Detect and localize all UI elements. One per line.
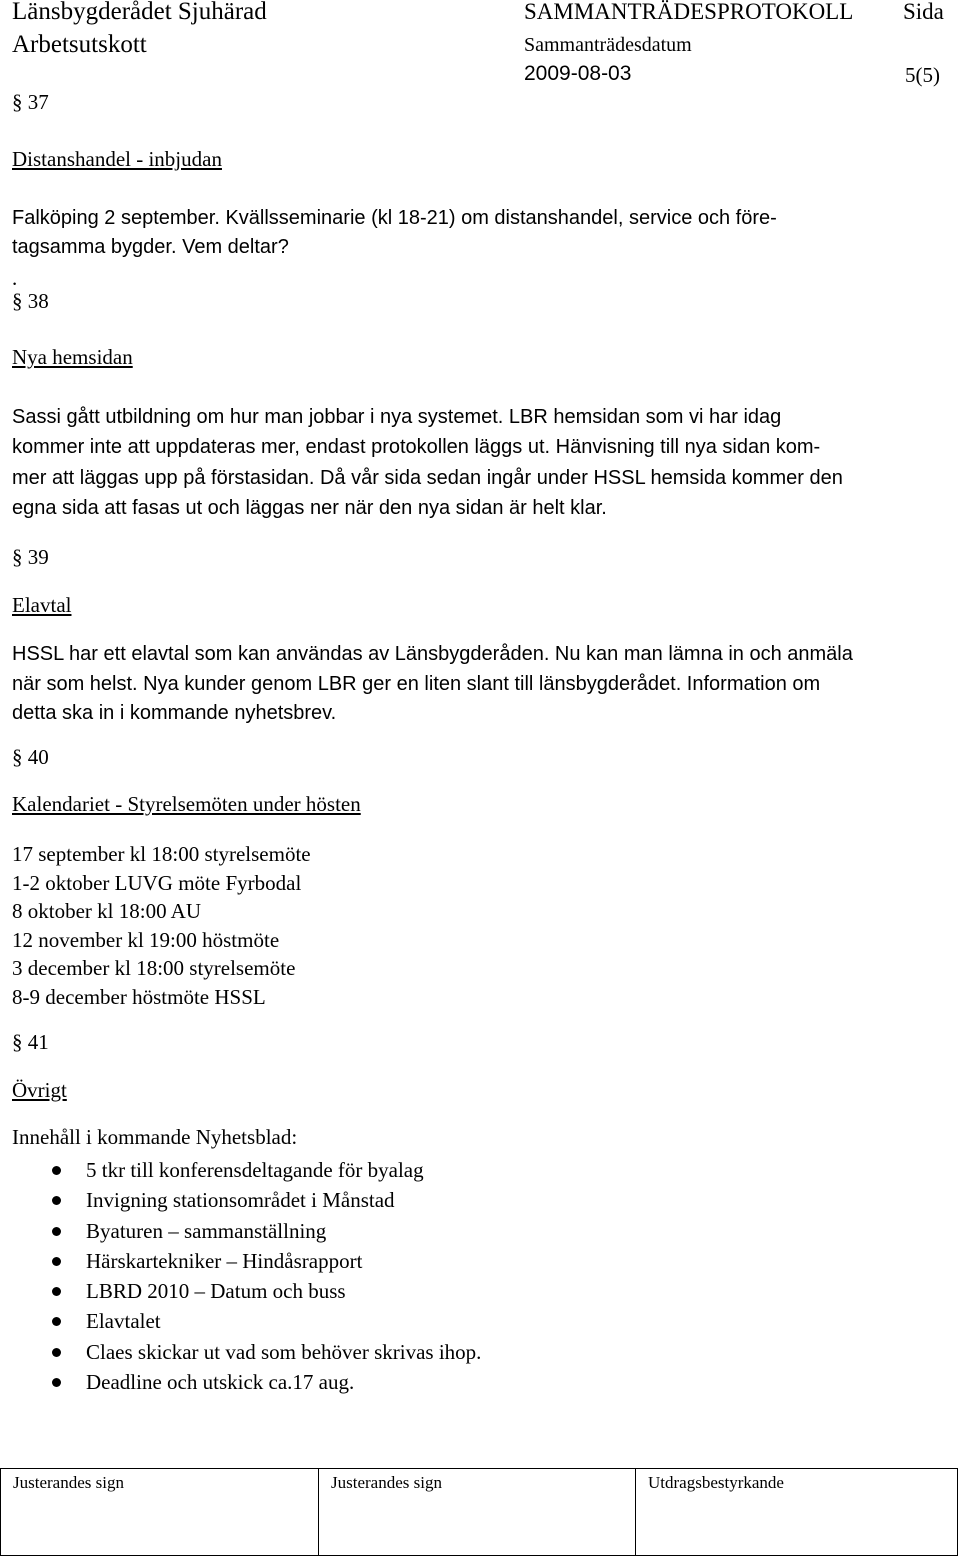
bullet-text: Claes skickar ut vad som behöver skrivas ihop.	[86, 1339, 482, 1364]
section-number: § 37	[12, 90, 49, 114]
bullet-icon	[52, 1287, 61, 1296]
bullet-item	[50, 1306, 481, 1336]
calendar-entry: 3 december kl 18:00 styrelsemöte	[12, 956, 296, 980]
calendar-entry: 1-2 oktober LUVG möte Fyrbodal	[12, 870, 302, 895]
signature-cell	[1, 1469, 319, 1555]
calendar-entry: 17 september kl 18:00 styrelsemöte	[12, 842, 311, 866]
section-heading: Kalendariet - Styrelsemöten under hösten	[12, 792, 361, 816]
signature-table	[0, 1468, 958, 1556]
bullet-text: Invigning stationsområdet i Månstad	[86, 1188, 395, 1213]
bullet-text: Elavtalet	[86, 1309, 161, 1334]
calendar-list	[12, 840, 947, 1011]
body-line: egna sida att fasas ut och läggas ner när den nya sidan är helt klar.	[12, 496, 607, 519]
body-line: Falköping 2 september. Kvällsseminarie (kl 18-21) om distanshandel, service och före-	[12, 207, 777, 229]
body-line: HSSL har ett elavtal som kan användas av Länsbygderåden. Nu kan man lämna in och anmäla	[12, 643, 853, 665]
section-heading: Nya hemsidan	[12, 345, 133, 369]
meeting-date: 2009-08-03	[524, 62, 632, 85]
bullet-item	[50, 1185, 481, 1215]
signature-cell-label: Justerandes sign	[13, 1473, 124, 1492]
body-line: när som helst. Nya kunder genom LBR ger en liten slant till länsbygderådet. Information om	[12, 672, 821, 695]
unit-name: Arbetsutskott	[12, 31, 147, 58]
page-number: 5(5)	[905, 63, 940, 87]
section-body	[12, 640, 947, 729]
bullet-text: 5 tkr till konferensdeltagande för byalag	[86, 1158, 424, 1182]
signature-cell	[319, 1469, 636, 1555]
body-line: mer att läggas upp på förstasidan. Då vår sida sedan ingår under HSSL hemsida kommer den	[12, 466, 843, 489]
body-line: detta ska in i kommande nyhetsbrev.	[12, 702, 337, 724]
section-body	[12, 402, 947, 523]
bullet-text: Härskartekniker – Hindåsrapport	[86, 1248, 363, 1273]
section-number: § 40	[12, 745, 49, 769]
signature-cell-label: Justerandes sign	[331, 1473, 442, 1492]
section-heading: Distanshandel - inbjudan	[12, 147, 222, 171]
newsletter-bullet-list	[50, 1155, 481, 1397]
body-line: kommer inte att uppdateras mer, endast protokollen läggs ut. Hänvisning till nya sidan kom-	[12, 436, 821, 459]
section-heading: Övrigt	[12, 1078, 67, 1102]
bullet-icon	[52, 1317, 61, 1326]
date-label: Sammanträdesdatum	[524, 34, 692, 56]
bullet-icon	[52, 1166, 61, 1175]
body-line: Sassi gått utbildning om hur man jobbar i nya systemet. LBR hemsidan som vi har idag	[12, 406, 782, 428]
bullet-icon	[52, 1257, 61, 1266]
bullet-item	[50, 1367, 481, 1397]
bullet-item	[50, 1246, 481, 1276]
section-number: § 39	[12, 545, 49, 569]
section-number: § 41	[12, 1030, 49, 1054]
bullet-item	[50, 1216, 481, 1246]
bullet-item	[50, 1337, 481, 1367]
newsletter-intro: Innehåll i kommande Nyhetsblad:	[12, 1125, 298, 1149]
certification-cell	[636, 1469, 957, 1555]
document-type: SAMMANTRÄDESPROTOKOLL	[524, 0, 854, 24]
calendar-entry: 12 november kl 19:00 höstmöte	[12, 927, 280, 952]
page-label: Sida	[903, 0, 944, 24]
bullet-text: Byaturen – sammanställning	[86, 1218, 327, 1243]
bullet-text: Deadline och utskick ca.17 aug.	[86, 1370, 355, 1395]
bullet-icon	[52, 1378, 61, 1387]
body-line: tagsamma bygder. Vem deltar?	[12, 236, 289, 258]
calendar-entry: 8 oktober kl 18:00 AU	[12, 899, 201, 923]
section-heading: Elavtal	[12, 593, 72, 617]
signature-cell-label: Utdragsbestyrkande	[648, 1473, 784, 1492]
bullet-icon	[52, 1196, 61, 1205]
stray-dot: .	[12, 266, 18, 290]
section-body	[12, 203, 947, 262]
organization-name: Länsbygderådet Sjuhärad	[12, 0, 267, 25]
bullet-item	[50, 1276, 481, 1306]
bullet-item	[50, 1155, 481, 1185]
bullet-icon	[52, 1348, 61, 1357]
section-number: § 38	[12, 289, 49, 313]
bullet-text: LBRD 2010 – Datum och buss	[86, 1279, 346, 1304]
calendar-entry: 8-9 december höstmöte HSSL	[12, 984, 266, 1009]
bullet-icon	[52, 1227, 61, 1236]
